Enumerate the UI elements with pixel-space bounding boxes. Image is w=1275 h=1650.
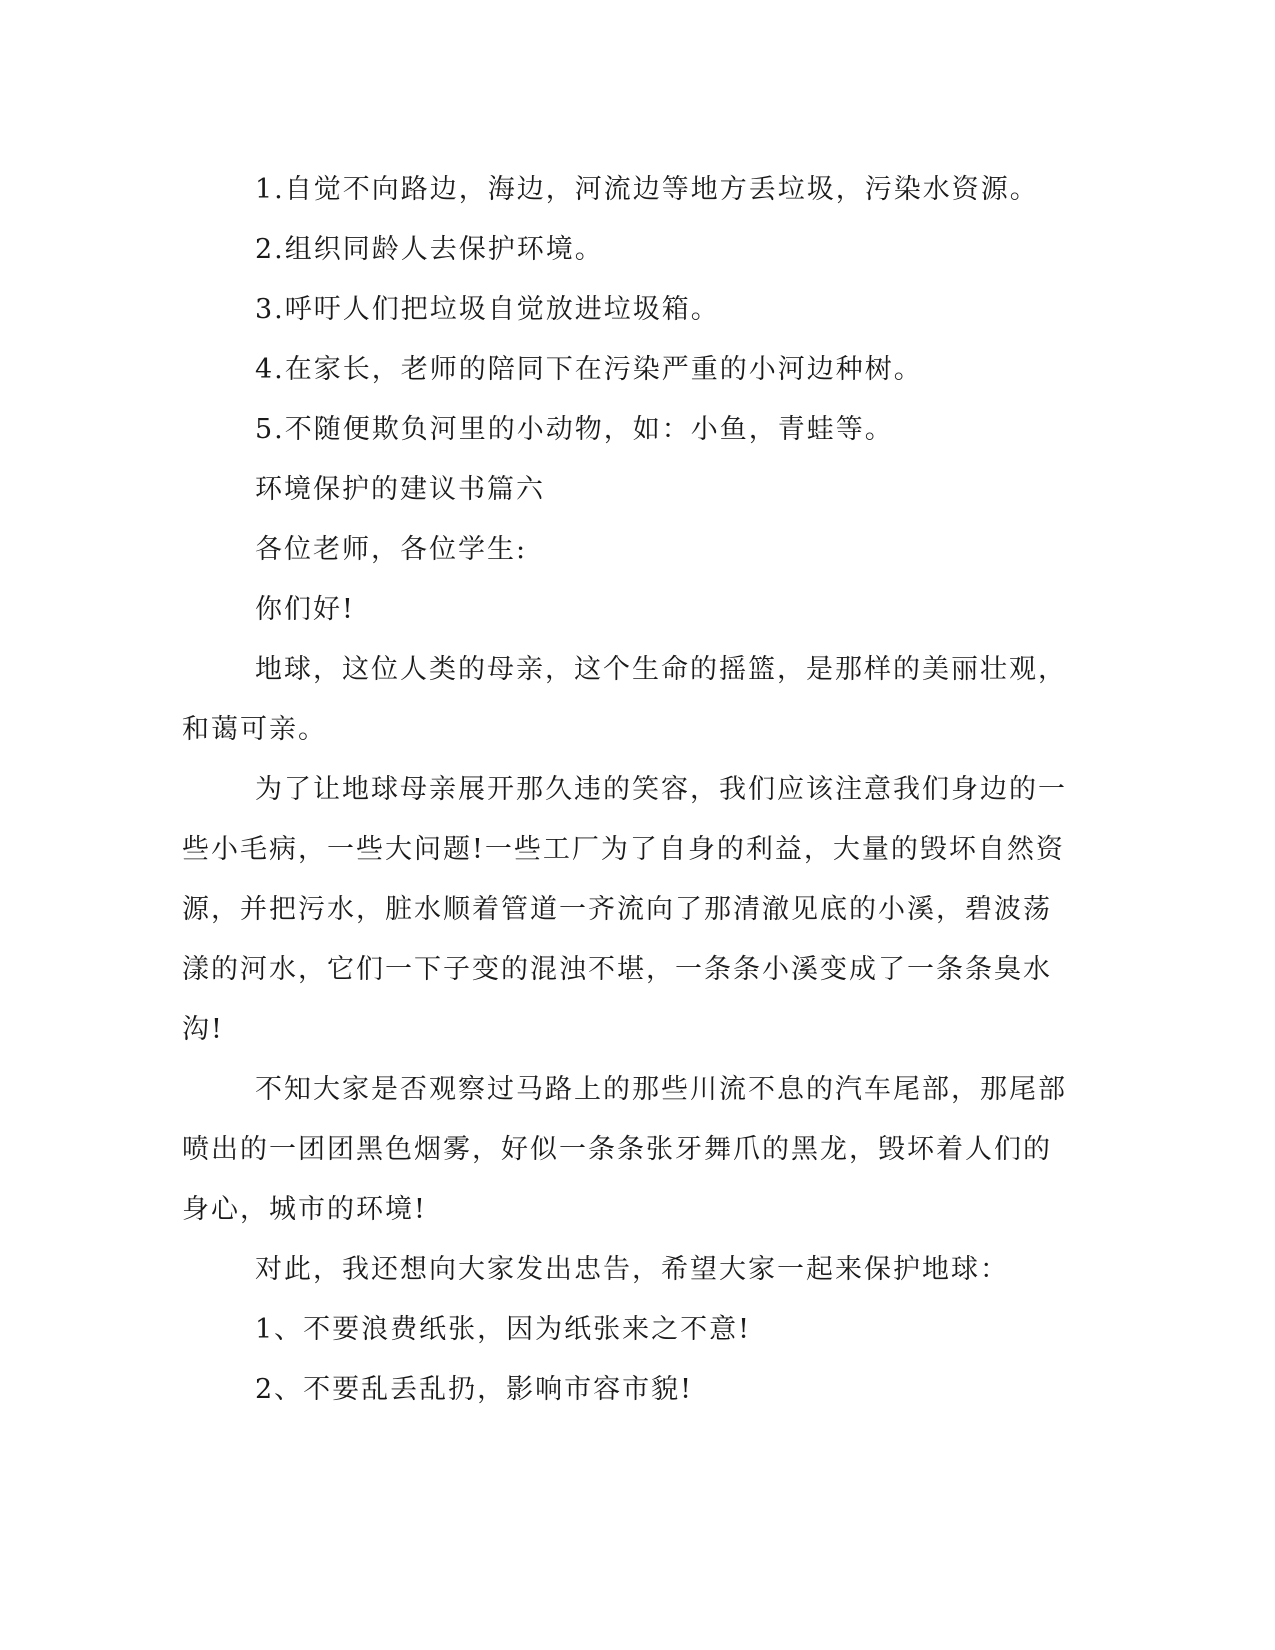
paragraph-line: 为了让地球母亲展开那久违的笑容，我们应该注意我们身边的一 — [255, 774, 1067, 805]
paragraph-line: 不知大家是否观察过马路上的那些川流不息的汽车尾部，那尾部 — [255, 1074, 1067, 1105]
paragraph-earth — [182, 640, 1082, 760]
paragraph-line: 身心，城市的环境! — [182, 1194, 427, 1225]
paragraph-pollution — [182, 760, 1082, 1060]
paragraph-line: 漾的河水，它们一下子变的混浊不堪，一条条小溪变成了一条条臭水 — [182, 954, 1052, 985]
paragraph-exhaust — [182, 1060, 1082, 1240]
paragraph-line: 喷出的一团团黑色烟雾，好似一条条张牙舞爪的黑龙，毁坏着人们的 — [182, 1134, 1052, 1165]
list-item: 2.组织同龄人去保护环境。 — [255, 234, 604, 265]
paragraph-line: 和蔼可亲。 — [182, 714, 327, 745]
list-item: 5.不随便欺负河里的小动物，如：小鱼，青蛙等。 — [255, 414, 894, 445]
greeting: 你们好! — [255, 594, 355, 625]
section-title: 环境保护的建议书篇六 — [255, 474, 545, 505]
list-item: 1.自觉不向路边，海边，河流边等地方丢垃圾，污染水资源。 — [255, 174, 1039, 205]
call-to-action: 对此，我还想向大家发出忠告，希望大家一起来保护地球： — [255, 1254, 1009, 1285]
paragraph-line: 沟! — [182, 1014, 224, 1045]
advice-item: 1、不要浪费纸张，因为纸张来之不意! — [255, 1314, 752, 1345]
list-item: 3.呼吁人们把垃圾自觉放进垃圾箱。 — [255, 294, 720, 325]
paragraph-line: 源，并把污水，脏水顺着管道一齐流向了那清澈见底的小溪，碧波荡 — [182, 894, 1052, 925]
advice-item: 2、不要乱丢乱扔，影响市容市貌! — [255, 1374, 694, 1405]
salutation: 各位老师，各位学生: — [255, 534, 528, 565]
document-body — [182, 160, 1082, 1420]
paragraph-line: 地球，这位人类的母亲，这个生命的摇篮，是那样的美丽壮观， — [255, 654, 1067, 685]
list-item: 4.在家长，老师的陪同下在污染严重的小河边种树。 — [255, 354, 923, 385]
paragraph-line: 些小毛病，一些大问题!一些工厂为了自身的利益，大量的毁坏自然资 — [182, 834, 1065, 865]
